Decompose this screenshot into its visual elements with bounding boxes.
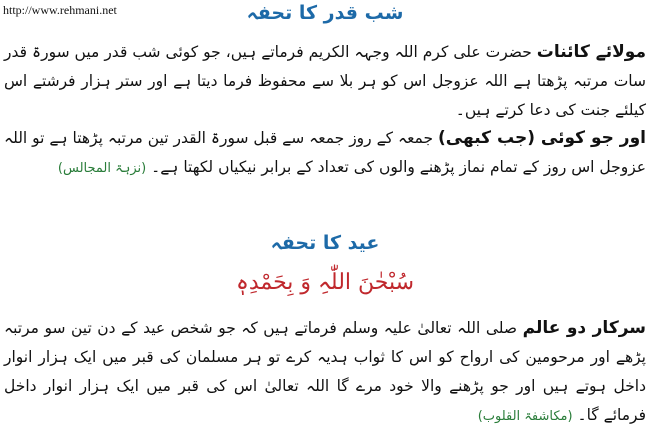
reference-nuzhat-ul-majalis: (نزہۃ المجالس) xyxy=(57,161,147,176)
arabic-tasbeeh: سُبْحٰنَ اللّٰہِ وَ بِحَمْدِہٖ xyxy=(235,270,415,295)
heading-eid: عید کا تحفہ xyxy=(270,232,380,254)
site-url: http://www.rehmani.net xyxy=(3,3,117,17)
paragraph-text: صلی اللہ تعالیٰ علیہ وسلم فرماتے ہیں کہ جو شخص عید کے دن تین سو مرتبہ پڑھے اور مرحومین کی ارواح کو اس کا ثواب ہدیہ کرے تو ہر مسلمان کی قبر میں ایک ہزار انوار داخل ہوتے ہیں اور جو پڑھنے والا خود مرے گا اللہ تعالیٰ اس کی قبر میں ایک ہزار انوار داخل فرمائے گا۔ xyxy=(4,319,646,424)
paragraph-lead: اور جو کوئی (جب کبھی) xyxy=(438,128,646,148)
paragraph-lead: مولائے کائنات xyxy=(536,42,646,62)
paragraph-text: جمعہ کے روز جمعہ سے قبل سورۃ القدر تین مرتبہ پڑھتا ہے تو اللہ عزوجل اس روز کے تمام نماز پڑھنے والوں کی تعداد کے برابر نیکیاں لکھتا ہے۔ xyxy=(4,129,646,176)
heading-shab-e-qadr: شب قدر کا تحفہ xyxy=(246,2,404,24)
paragraph-lead: سرکار دو عالم xyxy=(522,318,646,338)
paragraph-text: حضرت علی کرم اللہ وجہہ الکریم فرماتے ہیں، جو کوئی شب قدر میں سورۃ قدر سات مرتبہ پڑھتا ہے اللہ عزوجل اس کو ہر بلا سے محفوظ فرما دیتا ہے اور ستر ہزار فرشتے اس کیلئے جنت کی دعا کرتے ہیں۔ xyxy=(4,43,646,119)
paragraph-mola-e-kainat xyxy=(4,38,646,125)
reference-mukashafat-ul-quloob: (مکاشفۃ القلوب) xyxy=(477,409,573,424)
paragraph-sarkar-do-alam xyxy=(4,314,646,431)
paragraph-jumma xyxy=(4,124,646,183)
